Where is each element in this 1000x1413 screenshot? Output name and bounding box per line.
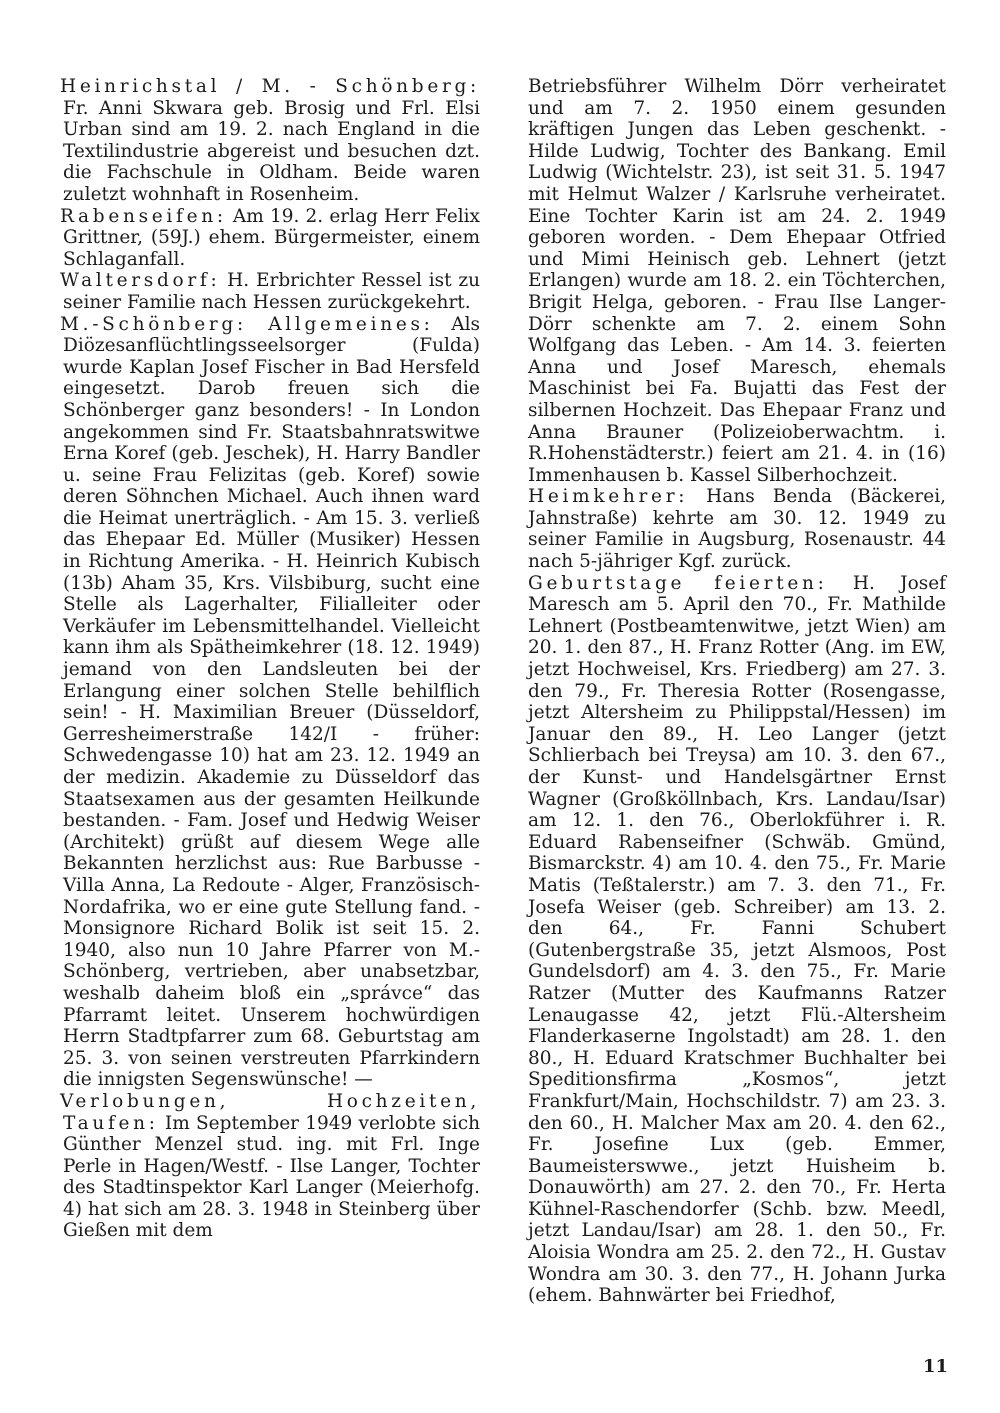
news-text: Betriebsführer Wilhelm Dörr verheiratet und am 7. 2. 1950 einem gesunden kräftigen Jungen das Leben geschenkt. - Hilde Ludwig, Tochter des Bankang. Emil Ludwig (Wichtelstr. 23), ist seit 31. 5. 1947 mit Helmut Walzer / Karlsruhe verheiratet. Eine Tochter Karin ist am 24. 2. 1949 geboren worden. - Dem Ehepaar Otfried und Mimi Heinisch geb. Lehnert (jetzt Erlangen) wurde am 18. 2. ein Töchterchen, Brigit Helga, geboren. - Frau Ilse Langer-Dörr schenkte am 7. 2. einem Sohn Wolfgang das Leben. - Am 14. 3. feierten Anna und Josef Maresch, ehemals Maschinist bei Fa. Bujatti das Fest der silbernen Hochzeit. Das Ehepaar Franz und Anna Brauner (Polizeioberwachtm. i. R.Hohenstädterstr.) feiert am 21. 4. in (16) Immenhausen b. Kassel Silberhochzeit. <box>528 76 946 486</box>
section-heading: Geburtstage feierten: <box>528 572 828 594</box>
page-number: 11 <box>923 1356 949 1377</box>
section-heading: Heimkehrer: <box>528 486 689 508</box>
news-text: Hans Benda (Bäckerei, Jahnstraße) kehrte am 30. 12. 1949 zu seiner Familie in Augsburg, Rosenaustr. 44 nach 5-jähriger Kgf. zurück. <box>528 486 946 573</box>
news-item <box>60 314 480 1091</box>
news-item <box>60 1091 480 1242</box>
news-item <box>528 76 946 486</box>
section-heading: M.-Schönberg: Allgemeines: <box>60 313 434 335</box>
news-item <box>60 270 480 313</box>
section-heading: Verlobungen, Hochzeiten, Taufen: <box>60 1090 480 1134</box>
section-heading: Waltersdorf: <box>60 270 221 292</box>
news-item <box>528 486 946 572</box>
news-text: Als Diözesanflüchtlingsseelsorger (Fulda) wurde Kaplan Josef Fischer in Bad Hersfeld eingesetzt. Darob freuen sich die Schönberger ganz besonders! - In London angekommen sind Fr. Staatsbahnratswitwe Erna Koref (geb. Jeschek), H. Harry Bandler u. seine Frau Felizitas (geb. Koref) sowie deren Söhnchen Michael. Auch ihnen ward die Heimat unerträglich. - Am 15. 3. verließ das Ehepaar Ed. Müller (Musiker) Hessen in Richtung Amerika. - H. Heinrich Kubisch (13b) Aham 35, Krs. Vilsbiburg, sucht eine Stelle als Lagerhalter, Filialleiter oder Verkäufer im Lebensmittelhandel. Vielleicht kann ihm als Spätheimkehrer (18. 12. 1949) jemand von den Landsleuten bei der Erlangung einer solchen Stelle behilflich sein! - H. Maximilian Breuer (Düsseldorf, Gerresheimerstraße 142/I - früher: Schwedengasse 10) hat am 23. 12. 1949 an der medizin. Akademie zu Düsseldorf das Staatsexamen aus der gesamten Heilkunde bestanden. - Fam. Josef und Hedwig Weiser (Architekt) grüßt auf diesem Wege alle Bekannten herzlichst aus: Rue Barbusse - Villa Anna, La Redoute - Alger, Französisch-Nordafrika, wo er eine gute Stellung fand. - Monsignore Richard Bolik ist seit 15. 2. 1940, also nun 10 Jahre Pfarrer von M.-Schönberg, vertrieben, aber unabsetzbar, weshalb daheim bloß ein „správce“ das Pfarramt leitet. Unserem hochwürdigen Herrn Stadtpfarrer zum 68. Geburtstag am 25. 3. von seinen verstreuten Pfarrkindern die innigsten Segenswünsche! — <box>63 313 480 1091</box>
news-text: Am 19. 2. erlag Herr Felix Grittner, (59J.) ehem. Bürgermeister, einem Schlaganfall. <box>63 205 480 270</box>
news-item <box>60 206 480 271</box>
news-text: H. Josef Maresch am 5. April den 70., Fr. Mathilde Lehnert (Postbeamtenwitwe, jetzt Wien) am 20. 1. den 87., H. Franz Rotter (Ang. im EW, jetzt Hochweisel, Krs. Friedberg) am 27. 3. den 79., Fr. Theresia Rotter (Rosengasse, jetzt Altersheim zu Philippstal/Hessen) im Januar den 89., H. Leo Langer (jetzt Schlierbach bei Treysa) am 10. 3. den 67., der Kunst- und Handelsgärtner Ernst Wagner (Großköllnbach, Krs. Landau/Isar) am 12. 1. den 76., Oberlokführer i. R. Eduard Rabenseifner (Schwäb. Gmünd, Bismarckstr. 4) am 10. 4. den 75., Fr. Marie Matis (Teßtalerstr.) am 7. 3. den 71., Fr. Josefa Weiser (geb. Schreiber) am 13. 2. den 64., Fr. Fanni Schubert (Gutenbergstraße 35, jetzt Alsmoos, Post Gundelsdorf) am 4. 3. den 75., Fr. Marie Ratzer (Mutter des Kaufmanns Ratzer Lenaugasse 42, jetzt Flü.-Altersheim Flanderkaserne Ingolstadt) am 28. 1. den 80., H. Eduard Kratschmer Buchhalter bei Speditionsfirma „Kosmos“, jetzt Frankfurt/Main, Hochschildstr. 7) am 23. 3. den 60., H. Malcher Max am 20. 4. den 62., Fr. Josefine Lux (geb. Emmer, Baumeisterswwe., jetzt Huisheim b. Donauwörth) am 27. 2. den 70., Fr. Herta Kühnel-Raschendorfer (Schb. bzw. Meedl, jetzt Landau/Isar) am 28. 1. den 50., Fr. Aloisia Wondra am 25. 2. den 72., H. Gustav Wondra am 30. 3. den 77., H. Johann Jurka (ehem. Bahnwärter bei Friedhof, <box>528 572 946 1307</box>
news-text: Fr. Anni Skwara geb. Brosig und Frl. Elsi Urban sind am 19. 2. nach England in die Textilindustrie abgereist und besuchen dzt. die Fachschule in Oldham. Beide waren zuletzt wohnhaft in Rosenheim. <box>63 97 480 205</box>
section-heading: Rabenseifen: <box>60 205 227 227</box>
section-heading: Heinrichstal / M. - Schönberg: <box>60 76 480 97</box>
news-item <box>60 76 480 206</box>
news-text: H. Erbrichter Ressel ist zu seiner Familie nach Hessen zurückgekehrt. <box>63 270 480 313</box>
news-text: Im September 1949 verlobte sich Günther Menzel stud. ing. mit Frl. Inge Perle in Hagen/Westf. - Ilse Langer, Tochter des Stadtinspektor Karl Langer (Meierhofg. 4) hat sich am 28. 3. 1948 in Steinberg über Gießen mit dem <box>63 1112 480 1242</box>
left-column <box>60 76 480 1242</box>
news-item <box>528 573 946 1307</box>
right-column <box>528 76 946 1307</box>
